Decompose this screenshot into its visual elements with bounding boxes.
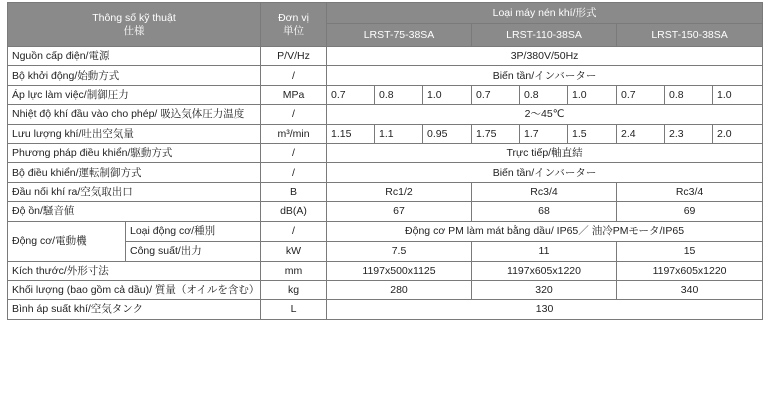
cell-value: 1.15: [327, 124, 375, 143]
row-label: Độ ồn/騒音値: [8, 202, 261, 221]
cell-value: 2.4: [617, 124, 665, 143]
row-value: Trực tiếp/軸直結: [327, 143, 763, 162]
row-label: Đầu nối khí ra/空気取出口: [8, 182, 261, 201]
model-header: LRST-110-38SA: [472, 24, 617, 47]
row-unit: /: [261, 143, 327, 162]
row-label: Nguồn cấp điện/電源: [8, 47, 261, 66]
row-sublabel: Loại động cơ/種別: [126, 221, 261, 241]
row-label: Bộ khởi động/始動方式: [8, 66, 261, 85]
table-row: [8, 47, 763, 66]
row-label: Phương pháp điều khiển/駆動方式: [8, 143, 261, 162]
table-row: [8, 124, 763, 143]
cell-value: 2.0: [713, 124, 763, 143]
cell-value: 69: [617, 202, 763, 221]
cell-value: 68: [472, 202, 617, 221]
row-unit: /: [261, 163, 327, 182]
spec-header-line2: 仕様: [123, 24, 145, 37]
row-label: Động cơ/電動機: [8, 221, 126, 261]
row-unit: /: [261, 221, 327, 241]
row-value: 3P/380V/50Hz: [327, 47, 763, 66]
row-value: Biến tần/インバーター: [327, 66, 763, 85]
unit-header-line2: 単位: [283, 24, 304, 37]
cell-value: Rc1/2: [327, 182, 472, 201]
table-row: [8, 221, 763, 241]
table-row: [8, 202, 763, 221]
cell-value: 15: [617, 241, 763, 261]
row-sublabel: Công suất/出力: [126, 241, 261, 261]
cell-value: 320: [472, 280, 617, 299]
model-header: LRST-150-38SA: [617, 24, 763, 47]
cell-value: 0.7: [617, 85, 665, 104]
row-label: Nhiệt độ khí đầu vào cho phép/ 吸込気体圧力温度: [8, 105, 261, 124]
cell-value: 1.0: [568, 85, 617, 104]
cell-value: 67: [327, 202, 472, 221]
cell-value: 340: [617, 280, 763, 299]
cell-value: 2.3: [665, 124, 713, 143]
row-unit: dB(A): [261, 202, 327, 221]
cell-value: Rc3/4: [472, 182, 617, 201]
row-label: Bộ điều khiển/運転制御方式: [8, 163, 261, 182]
row-label: Lưu lượng khí/吐出空気量: [8, 124, 261, 143]
cell-value: Rc3/4: [617, 182, 763, 201]
row-value: Động cơ PM làm mát bằng dầu/ IP65／ 油冷PMモータ/IP65: [327, 221, 763, 241]
unit-header-line1: Đơn vị: [278, 11, 309, 24]
cell-value: 0.8: [520, 85, 568, 104]
cell-value: 1.5: [568, 124, 617, 143]
row-unit: mm: [261, 261, 327, 280]
table-row: [8, 300, 763, 319]
row-unit: m³/min: [261, 124, 327, 143]
row-unit: B: [261, 182, 327, 201]
cell-value: 1197x605x1220: [472, 261, 617, 280]
unit-header: [261, 3, 327, 47]
table-row: [8, 66, 763, 85]
cell-value: 0.8: [375, 85, 423, 104]
table-row: [8, 143, 763, 162]
row-value: 130: [327, 300, 763, 319]
row-label: Áp lực làm việc/制御圧力: [8, 85, 261, 104]
cell-value: 1197x500x1125: [327, 261, 472, 280]
row-label: Kích thước/外形寸法: [8, 261, 261, 280]
table-row: [8, 261, 763, 280]
row-value: 2～45℃: [327, 105, 763, 124]
model-header: LRST-75-38SA: [327, 24, 472, 47]
row-unit: /: [261, 105, 327, 124]
spec-table: [7, 2, 763, 320]
table-row: [8, 85, 763, 104]
table-row: [8, 280, 763, 299]
cell-value: 1197x605x1220: [617, 261, 763, 280]
model-group-header: Loại máy nén khí/形式: [327, 3, 763, 24]
cell-value: 1.1: [375, 124, 423, 143]
table-row: [8, 182, 763, 201]
cell-value: 1.0: [713, 85, 763, 104]
spec-table-container: [7, 2, 762, 320]
row-unit: L: [261, 300, 327, 319]
cell-value: 280: [327, 280, 472, 299]
row-label: Bình áp suất khí/空気タンク: [8, 300, 261, 319]
cell-value: 0.7: [327, 85, 375, 104]
table-row: [8, 105, 763, 124]
table-row: [8, 163, 763, 182]
cell-value: 7.5: [327, 241, 472, 261]
row-unit: MPa: [261, 85, 327, 104]
cell-value: 0.7: [472, 85, 520, 104]
row-unit: kg: [261, 280, 327, 299]
row-label: Khối lượng (bao gồm cả dầu)/ 質量（オイルを含む）: [8, 280, 261, 299]
row-value: Biến tần/インバーター: [327, 163, 763, 182]
cell-value: 0.95: [423, 124, 472, 143]
row-unit: /: [261, 66, 327, 85]
cell-value: 1.0: [423, 85, 472, 104]
cell-value: 11: [472, 241, 617, 261]
spec-header: [8, 3, 261, 47]
cell-value: 1.7: [520, 124, 568, 143]
cell-value: 1.75: [472, 124, 520, 143]
spec-header-line1: Thông số kỹ thuật: [92, 11, 176, 24]
row-unit: kW: [261, 241, 327, 261]
cell-value: 0.8: [665, 85, 713, 104]
row-unit: P/V/Hz: [261, 47, 327, 66]
